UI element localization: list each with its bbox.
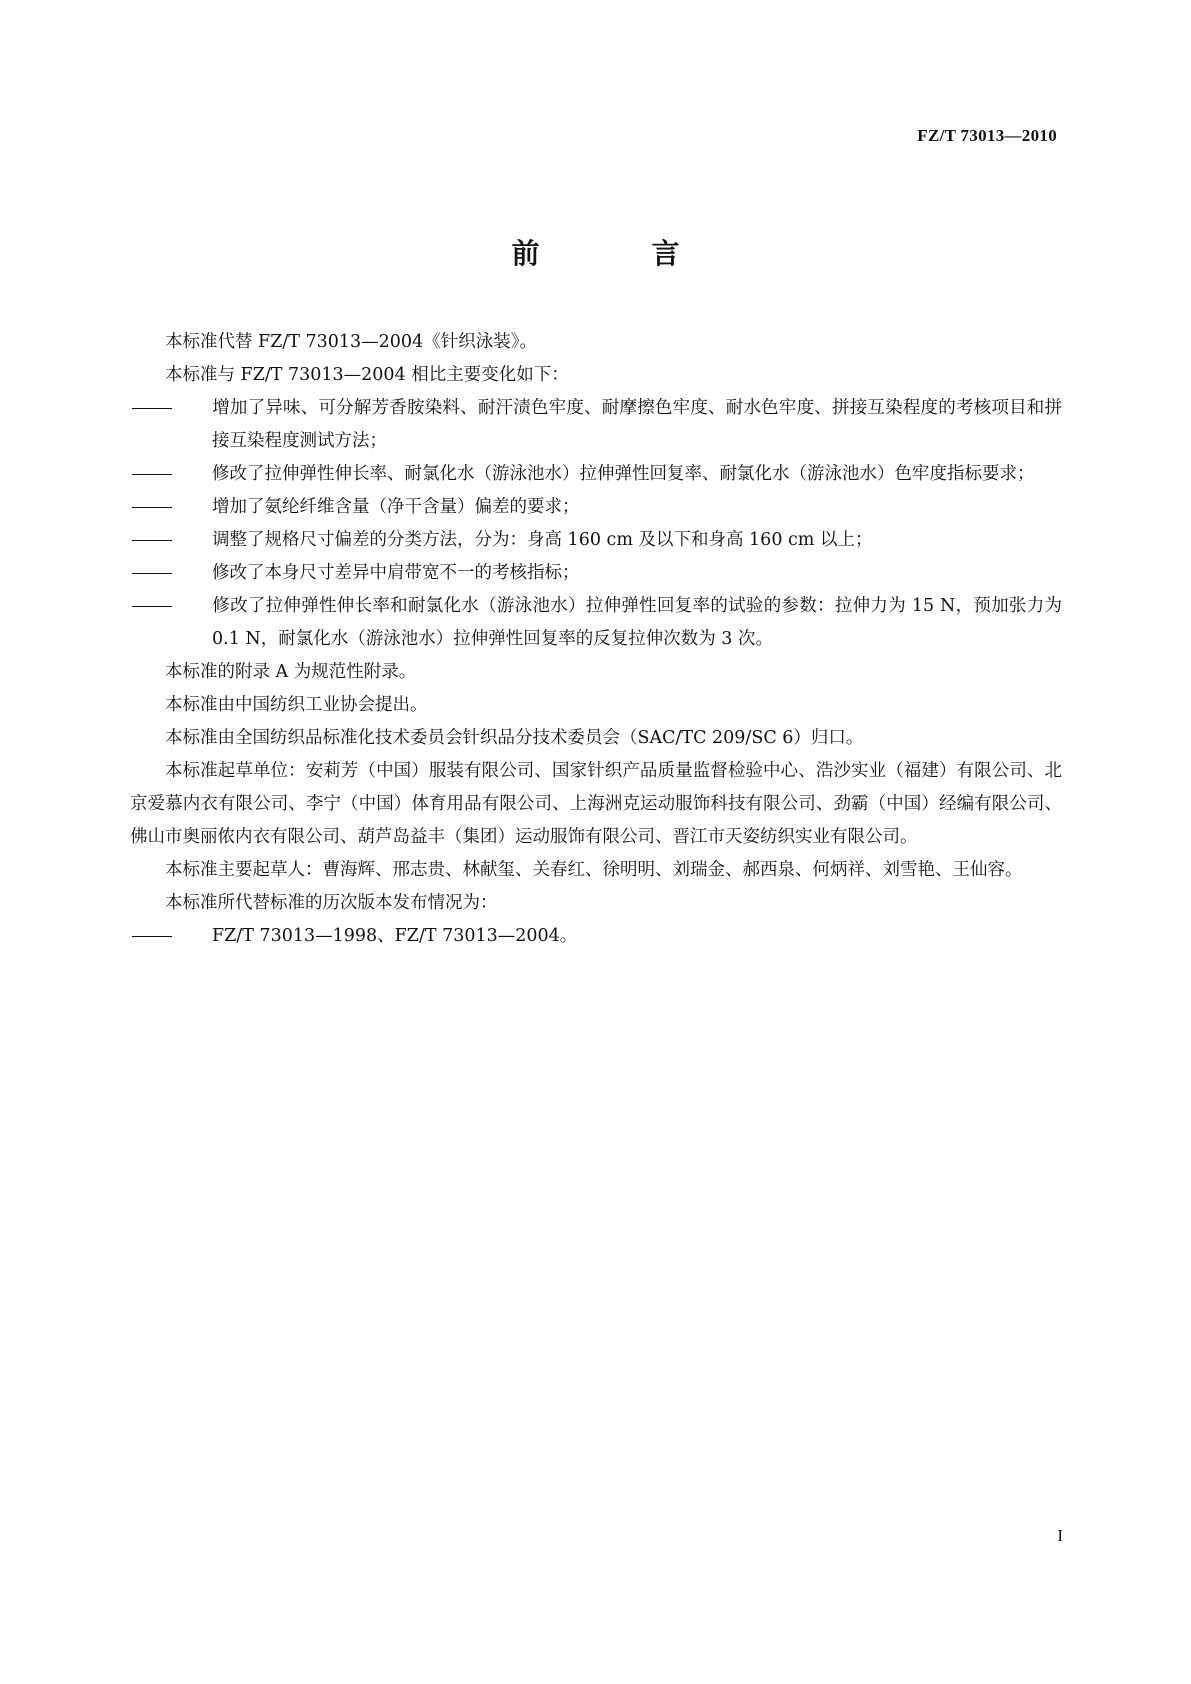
- paragraph: 本标准的附录 A 为规范性附录。: [165, 662, 417, 682]
- change-list-item: [130, 491, 1062, 524]
- list-item-text: 修改了本身尺寸差异中肩带宽不一的考核指标；: [212, 563, 580, 583]
- foreword-body: [130, 326, 1062, 953]
- em-dash-marker: [130, 557, 212, 590]
- paragraph: 本标准代替 FZ/T 73013—2004《针织泳装》。: [165, 332, 537, 352]
- em-dash-marker: [130, 458, 212, 491]
- change-list-item: [130, 557, 1062, 590]
- list-item-text: 修改了拉伸弹性伸长率和耐氯化水（游泳池水）拉伸弹性回复率的试验的参数：拉伸力为 15 N，预加张力为 0.1 N，耐氯化水（游泳池水）拉伸弹性回复率的反复拉伸次数为 3 次。: [212, 596, 1062, 649]
- list-item-text: FZ/T 73013—1998、FZ/T 73013—2004。: [212, 926, 578, 946]
- list-item-text: 调整了规格尺寸偏差的分类方法，分为：身高 160 cm 及以下和身高 160 cm 以上；: [212, 530, 873, 550]
- em-dash-marker: [130, 920, 212, 953]
- paragraph: 本标准所代替标准的历次版本发布情况为：: [165, 893, 498, 913]
- change-list-item: [130, 458, 1062, 491]
- change-list-item: [130, 920, 1062, 953]
- em-dash-marker: [130, 491, 212, 524]
- list-item-text: 修改了拉伸弹性伸长率、耐氯化水（游泳池水）拉伸弹性回复率、耐氯化水（游泳池水）色牢度指标要求；: [212, 464, 1035, 484]
- em-dash-marker: [130, 392, 212, 425]
- em-dash-marker: [130, 524, 212, 557]
- page-number: I: [1057, 1526, 1063, 1545]
- page-title: 前 言: [511, 237, 722, 270]
- paragraph: 本标准由中国纺织工业协会提出。: [165, 695, 428, 715]
- em-dash-marker: [130, 590, 212, 623]
- standard-code: FZ/T 73013—2010: [917, 126, 1057, 145]
- change-list-item: [130, 524, 1062, 557]
- paragraph: 本标准主要起草人：曹海辉、邢志贵、林献玺、关春红、徐明明、刘瑞金、郝西泉、何炳祥、刘雪艳、王仙容。: [165, 860, 1023, 880]
- paragraph: 本标准由全国纺织品标准化技术委员会针织品分技术委员会（SAC/TC 209/SC 6）归口。: [165, 728, 864, 748]
- change-list-item: [130, 590, 1062, 656]
- paragraph: 本标准与 FZ/T 73013—2004 相比主要变化如下：: [165, 365, 569, 385]
- change-list-item: [130, 392, 1062, 458]
- paragraph: 本标准起草单位：安莉芳（中国）服装有限公司、国家针织产品质量监督检验中心、浩沙实业（福建）有限公司、北京爱慕内衣有限公司、李宁（中国）体育用品有限公司、上海洲克运动服饰科技有限公司、劲霸（中国）经编有限公司、佛山市奥丽侬内衣有限公司、葫芦岛益丰（集团）运动服饰有限公司、晋江市天姿纺织实业有限公司。: [130, 761, 1062, 847]
- list-item-text: 增加了异味、可分解芳香胺染料、耐汗渍色牢度、耐摩擦色牢度、耐水色牢度、拼接互染程度的考核项目和拼接互染程度测试方法；: [212, 398, 1062, 451]
- list-item-text: 增加了氨纶纤维含量（净干含量）偏差的要求；: [212, 497, 580, 517]
